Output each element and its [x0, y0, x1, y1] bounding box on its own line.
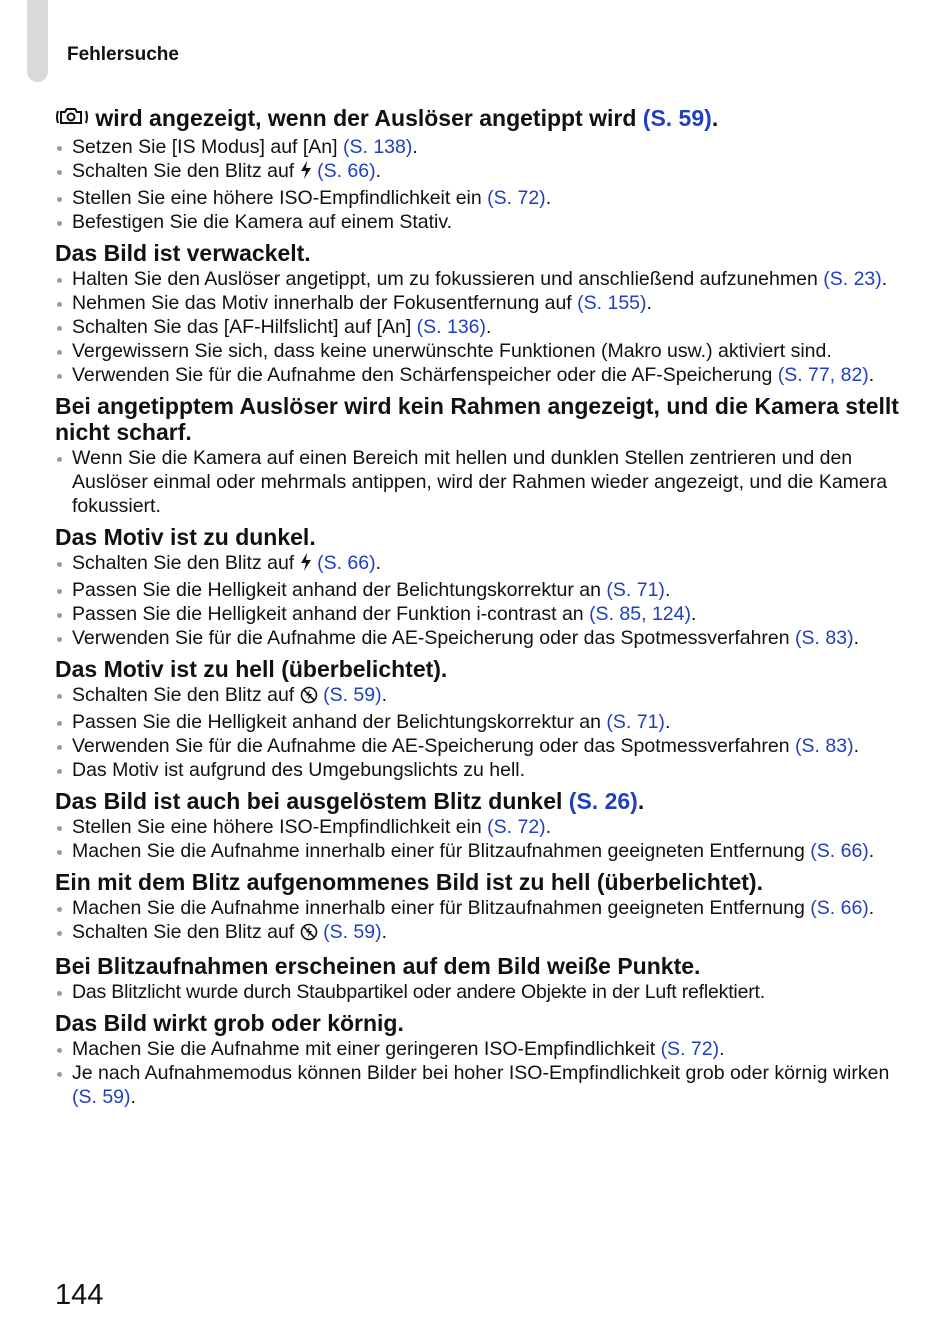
page-ref-link[interactable]: (S. 72) [487, 187, 546, 209]
section-heading: Das Bild wirkt grob oder körnig. [55, 1010, 404, 1036]
list-item: Machen Sie die Aufnahme innerhalb einer für Blitzaufnahmen geeigneten Entfernung (S. 66). [55, 896, 915, 920]
section-blurry [55, 240, 915, 387]
page-ref-link[interactable]: 82) [840, 364, 869, 386]
list-item: Nehmen Sie das Motiv innerhalb der Fokusentfernung auf (S. 155). [55, 291, 915, 315]
page-ref-link[interactable]: (S. 155) [577, 292, 647, 314]
section-heading: Ein mit dem Blitz aufgenommenes Bild ist zu hell (überbelichtet). [55, 869, 763, 895]
flash-off-icon [300, 923, 318, 947]
section-heading: Bei Blitzaufnahmen erscheinen auf dem Bild weiße Punkte. [55, 953, 701, 979]
page-ref-link[interactable]: (S. 85, [589, 603, 647, 625]
page-ref-link[interactable]: (S. 26) [568, 788, 638, 814]
page-ref-link[interactable]: (S. 66) [317, 160, 376, 182]
list-item: Halten Sie den Auslöser angetippt, um zu fokussieren und anschließend aufzunehmen (S. 23). [55, 267, 915, 291]
list-item: Verwenden Sie für die Aufnahme die AE-Speicherung oder das Spotmessverfahren (S. 83). [55, 626, 915, 650]
page-ref-link[interactable]: (S. 66) [810, 897, 869, 919]
section-too-dark [55, 524, 915, 650]
page-ref-link[interactable]: (S. 59) [323, 684, 382, 706]
troubleshooting-content [55, 103, 915, 1115]
section-heading-text: wird angezeigt, wenn der Auslöser angetippt wird [95, 105, 637, 131]
section-heading: Bei angetipptem Auslöser wird kein Rahmen angezeigt, und die Kamera stellt nicht scharf. [55, 393, 899, 445]
page-ref-link[interactable]: (S. 66) [810, 840, 869, 862]
page-ref-link[interactable]: (S. 136) [416, 316, 487, 338]
list-item: Verwenden Sie für die Aufnahme den Schärfenspeicher oder die AF-Speicherung (S. 77, 82). [55, 363, 915, 387]
list-item: Verwenden Sie für die Aufnahme die AE-Speicherung oder das Spotmessverfahren (S. 83). [55, 734, 915, 758]
list-item: Schalten Sie den Blitz auf (S. 59). [55, 920, 915, 947]
page-ref-link[interactable]: (S. 72) [660, 1038, 720, 1060]
page-ref-link[interactable]: (S. 59) [72, 1086, 131, 1108]
list-item: Schalten Sie das [AF-Hilfslicht] auf [An] (S. 136). [55, 315, 915, 339]
list-item: Das Blitzlicht wurde durch Staubpartikel oder andere Objekte in der Luft reflektiert. [55, 980, 915, 1004]
page-ref-link[interactable]: (S. 59) [642, 105, 712, 131]
list-item: Je nach Aufnahmemodus können Bilder bei hoher ISO-Empfindlichkeit grob oder körnig wirken (S. 59). [55, 1061, 915, 1109]
page-ref-link[interactable]: (S. 66) [317, 552, 376, 574]
section-grainy [55, 1010, 915, 1109]
list-item: Setzen Sie [IS Modus] auf [An] (S. 138). [55, 135, 915, 159]
page-number: 144 [55, 1279, 104, 1311]
section-heading: Das Motiv ist zu dunkel. [55, 524, 316, 550]
list-item: Passen Sie die Helligkeit anhand der Belichtungskorrektur an (S. 71). [55, 578, 915, 602]
section-heading-text: Das Bild ist auch bei ausgelöstem Blitz dunkel [55, 788, 563, 814]
flash-on-icon [300, 160, 312, 186]
section-no-frame [55, 393, 915, 518]
page-ref-link[interactable]: (S. 72) [487, 816, 546, 838]
list-item: Das Motiv ist aufgrund des Umgebungslichts zu hell. [55, 758, 915, 782]
section-heading: Das Bild ist auch bei ausgelöstem Blitz dunkel (S. 26). [55, 788, 645, 814]
section-dark-with-flash [55, 788, 915, 863]
page-ref-link[interactable]: (S. 138) [343, 136, 413, 158]
list-item: Wenn Sie die Kamera auf einen Bereich mit hellen und dunklen Stellen zentrieren und den Auslöser einmal oder mehrmals antippen, wird der Rahmen wieder angezeigt, und die Kamera fokussiert. [55, 446, 915, 518]
page-edge-tab [27, 0, 48, 82]
section-label: Fehlersuche [67, 44, 179, 65]
section-too-bright [55, 656, 915, 782]
list-item: Machen Sie die Aufnahme mit einer geringeren ISO-Empfindlichkeit (S. 72). [55, 1037, 915, 1061]
page-ref-link[interactable]: (S. 83) [795, 735, 854, 757]
page-ref-link[interactable]: (S. 59) [323, 921, 382, 943]
flash-off-icon [300, 686, 318, 710]
section-heading: wird angezeigt, wenn der Auslöser angetippt wird (S. 59). [55, 103, 915, 134]
section-white-dots [55, 953, 915, 1004]
page-ref-link[interactable]: (S. 23) [823, 268, 882, 290]
list-item: Schalten Sie den Blitz auf (S. 66). [55, 551, 915, 578]
list-item: Machen Sie die Aufnahme innerhalb einer für Blitzaufnahmen geeigneten Entfernung (S. 66). [55, 839, 915, 863]
section-heading: Das Motiv ist zu hell (überbelichtet). [55, 656, 448, 682]
page-ref-link[interactable]: (S. 83) [795, 627, 854, 649]
section-camera-shake [55, 103, 915, 234]
section-heading: Das Bild ist verwackelt. [55, 240, 311, 266]
page-ref-link[interactable]: (S. 71) [606, 711, 665, 733]
page-ref-link[interactable]: 124) [651, 603, 691, 625]
list-item: Vergewissern Sie sich, dass keine unerwünschte Funktionen (Makro usw.) aktiviert sind. [55, 339, 915, 363]
flash-on-icon [300, 552, 312, 578]
list-item: Schalten Sie den Blitz auf (S. 59). [55, 683, 915, 710]
list-item: Passen Sie die Helligkeit anhand der Belichtungskorrektur an (S. 71). [55, 710, 915, 734]
page-ref-link[interactable]: (S. 71) [606, 579, 665, 601]
list-item: Stellen Sie eine höhere ISO-Empfindlichkeit ein (S. 72). [55, 815, 915, 839]
list-item: Stellen Sie eine höhere ISO-Empfindlichkeit ein (S. 72). [55, 186, 915, 210]
camera-shake-icon [55, 103, 89, 134]
list-item: Befestigen Sie die Kamera auf einem Stativ. [55, 210, 915, 234]
page-ref-link[interactable]: (S. 77, [777, 364, 836, 386]
list-item: Passen Sie die Helligkeit anhand der Funktion i-contrast an (S. 85, 124). [55, 602, 915, 626]
section-flash-overexposed [55, 869, 915, 947]
list-item: Schalten Sie den Blitz auf (S. 66). [55, 159, 915, 186]
